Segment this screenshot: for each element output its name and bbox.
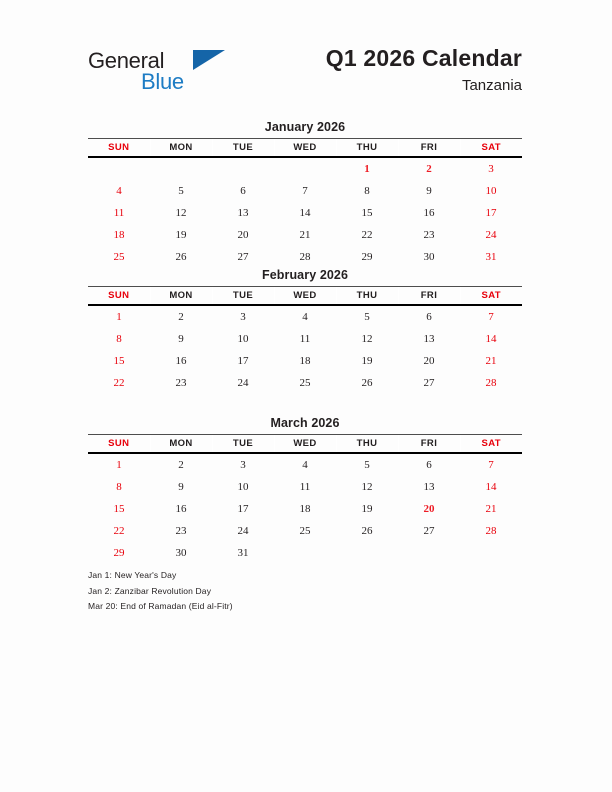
month-block-january: [88, 120, 522, 268]
calendar-week-row: [88, 498, 522, 520]
calendar-day[interactable]: 21: [485, 355, 497, 367]
weekday-header-mon: MON: [150, 435, 212, 454]
calendar-week-row: [88, 328, 522, 350]
weekday-header-row: [88, 435, 522, 454]
calendar-day[interactable]: 28: [299, 251, 311, 263]
weekday-header-sun: SUN: [88, 435, 150, 454]
calendar-day[interactable]: 14: [485, 481, 497, 493]
month-title: March 2026: [270, 416, 340, 430]
calendar-day[interactable]: 24: [237, 377, 249, 389]
calendar-day[interactable]: 15: [113, 355, 125, 367]
weekday-header-sat: SAT: [460, 139, 522, 158]
calendar-day[interactable]: 12: [175, 207, 187, 219]
calendar-day[interactable]: 11: [299, 481, 311, 493]
calendar-day[interactable]: 28: [485, 377, 497, 389]
legend-item: Mar 20: End of Ramadan (Eid al-Fitr): [88, 601, 233, 611]
weekday-header-mon: MON: [150, 139, 212, 158]
calendar-day[interactable]: 8: [364, 185, 370, 197]
calendar-week-row: [88, 157, 522, 180]
calendar-day-empty: [88, 157, 150, 180]
calendar-day[interactable]: 26: [361, 377, 373, 389]
calendar-day[interactable]: 26: [361, 525, 373, 537]
calendar-day[interactable]: 27: [237, 251, 249, 263]
calendar-day-holiday[interactable]: 1: [364, 163, 370, 175]
calendar-day[interactable]: 14: [299, 207, 311, 219]
calendar-day[interactable]: 2: [178, 311, 184, 323]
calendar-day[interactable]: 6: [426, 459, 432, 471]
month-block-february: [88, 268, 522, 394]
calendar-day[interactable]: 11: [113, 207, 125, 219]
calendar-day-empty: [460, 542, 522, 564]
calendar-day[interactable]: 8: [116, 481, 122, 493]
weekday-header-tue: TUE: [212, 287, 274, 306]
weekday-header-wed: WED: [274, 139, 336, 158]
legend-item: Jan 1: New Year's Day: [88, 570, 177, 580]
calendar-day[interactable]: 18: [113, 229, 125, 241]
month-block-march: [88, 416, 522, 564]
calendar-day[interactable]: 30: [175, 547, 187, 559]
calendar-week-row: [88, 453, 522, 476]
weekday-header-sun: SUN: [88, 139, 150, 158]
calendar-day-empty: [274, 542, 336, 564]
calendar-day[interactable]: 12: [361, 333, 373, 345]
weekday-header-tue: TUE: [212, 435, 274, 454]
calendar-table: [88, 138, 522, 268]
calendar-week-row: [88, 202, 522, 224]
calendar-day[interactable]: 21: [299, 229, 311, 241]
calendar-day[interactable]: 17: [237, 503, 249, 515]
calendar-day[interactable]: 10: [237, 333, 249, 345]
calendar-week-row: [88, 520, 522, 542]
weekday-header-mon: MON: [150, 287, 212, 306]
calendar-day[interactable]: 10: [237, 481, 249, 493]
calendar-day-empty: [398, 542, 460, 564]
weekday-header-thu: THU: [336, 435, 398, 454]
calendar-day[interactable]: 16: [175, 355, 187, 367]
weekday-header-fri: FRI: [398, 287, 460, 306]
calendar-day-holiday[interactable]: 20: [423, 503, 435, 515]
weekday-header-wed: WED: [274, 287, 336, 306]
calendar-day[interactable]: 4: [116, 185, 122, 197]
weekday-header-row: [88, 287, 522, 306]
page-title: Q1 2026 Calendar: [325, 45, 522, 71]
calendar-day[interactable]: 20: [423, 355, 435, 367]
calendar-day[interactable]: 6: [426, 311, 432, 323]
calendar-day[interactable]: 23: [175, 525, 187, 537]
calendar-day[interactable]: 11: [299, 333, 311, 345]
month-title: February 2026: [261, 268, 349, 282]
weekday-header-tue: TUE: [212, 139, 274, 158]
weekday-header-row: [88, 139, 522, 158]
calendar-day[interactable]: 8: [116, 333, 122, 345]
calendar-day[interactable]: 25: [299, 525, 311, 537]
calendar-table: [88, 434, 522, 564]
calendar-day[interactable]: 1: [116, 311, 122, 323]
calendar-day[interactable]: 5: [364, 311, 370, 323]
calendar-week-row: [88, 350, 522, 372]
calendar-day[interactable]: 12: [361, 481, 373, 493]
calendar-day[interactable]: 31: [237, 547, 249, 559]
calendar-day[interactable]: 13: [237, 207, 249, 219]
calendar-week-row: [88, 246, 522, 268]
calendar-day[interactable]: 22: [113, 525, 125, 537]
calendar-day-empty: [336, 542, 398, 564]
calendar-day[interactable]: 4: [302, 459, 308, 471]
calendar-day[interactable]: 10: [485, 185, 497, 197]
calendar-day[interactable]: 27: [423, 377, 435, 389]
calendar-day[interactable]: 9: [178, 333, 184, 345]
calendar-day[interactable]: 18: [299, 503, 311, 515]
calendar-day[interactable]: 13: [423, 481, 435, 493]
calendar-day[interactable]: 3: [240, 459, 246, 471]
calendar-week-row: [88, 305, 522, 328]
legend-item: Jan 2: Zanzibar Revolution Day: [88, 585, 212, 596]
calendar-body: [88, 453, 522, 564]
calendar-day-holiday[interactable]: 2: [426, 163, 432, 175]
calendar-day[interactable]: 29: [113, 547, 125, 559]
calendar-body: [88, 157, 522, 268]
calendar-day[interactable]: 17: [237, 355, 249, 367]
calendar-day[interactable]: 15: [361, 207, 373, 219]
calendar-day[interactable]: 15: [113, 503, 125, 515]
calendar-body: [88, 305, 522, 394]
calendar-day[interactable]: 16: [423, 207, 435, 219]
calendar-day[interactable]: 5: [178, 185, 184, 197]
calendar-day[interactable]: 2: [178, 459, 184, 471]
calendar-day[interactable]: 6: [240, 185, 246, 197]
weekday-header-thu: THU: [336, 287, 398, 306]
calendar-week-row: [88, 224, 522, 246]
calendar-day[interactable]: 5: [364, 459, 370, 471]
calendar-day[interactable]: 24: [237, 525, 249, 537]
title-block: [326, 44, 522, 97]
month-title: January 2026: [264, 120, 346, 134]
calendar-day[interactable]: 23: [423, 229, 435, 241]
page-header: [0, 44, 612, 110]
calendar-day[interactable]: 22: [361, 229, 373, 241]
calendar-day[interactable]: 19: [361, 503, 373, 515]
calendar-day[interactable]: 24: [485, 229, 497, 241]
calendar-day[interactable]: 16: [175, 503, 187, 515]
calendar-week-row: [88, 542, 522, 564]
weekday-header-thu: THU: [336, 139, 398, 158]
logo-text-blue: Blue: [141, 69, 184, 94]
general-blue-logo: [88, 48, 268, 104]
calendar-day[interactable]: 7: [488, 311, 494, 323]
calendar-day[interactable]: 25: [113, 251, 125, 263]
calendar-day[interactable]: 31: [485, 251, 497, 263]
logo-text-general: General: [88, 48, 165, 73]
calendar-day[interactable]: 29: [361, 251, 373, 263]
calendar-week-row: [88, 372, 522, 394]
calendar-day[interactable]: 3: [240, 311, 246, 323]
calendar-table: [88, 286, 522, 394]
calendar-day[interactable]: 20: [237, 229, 249, 241]
weekday-header-sun: SUN: [88, 287, 150, 306]
weekday-header-fri: FRI: [398, 139, 460, 158]
calendar-day[interactable]: 30: [423, 251, 435, 263]
calendar-day[interactable]: 27: [423, 525, 435, 537]
weekday-header-sat: SAT: [460, 435, 522, 454]
calendar-day[interactable]: 21: [485, 503, 497, 515]
weekday-header-fri: FRI: [398, 435, 460, 454]
calendar-day[interactable]: 25: [299, 377, 311, 389]
calendar-day[interactable]: 7: [488, 459, 494, 471]
calendar-day[interactable]: 26: [175, 251, 187, 263]
calendar-week-row: [88, 180, 522, 202]
calendar-day-empty: [150, 157, 212, 180]
blue-triangle-flag-icon: [193, 50, 225, 70]
weekday-header-sat: SAT: [460, 287, 522, 306]
calendar-day[interactable]: 19: [361, 355, 373, 367]
calendar-day[interactable]: 3: [488, 163, 494, 175]
weekday-header-wed: WED: [274, 435, 336, 454]
calendar-day[interactable]: 1: [116, 459, 122, 471]
calendar-day[interactable]: 9: [178, 481, 184, 493]
calendar-day[interactable]: 17: [485, 207, 497, 219]
calendar-day[interactable]: 9: [426, 185, 432, 197]
calendar-day[interactable]: 14: [485, 333, 497, 345]
calendar-day-empty: [212, 157, 274, 180]
calendar-day[interactable]: 19: [175, 229, 187, 241]
calendar-day[interactable]: 18: [299, 355, 311, 367]
calendar-day-empty: [274, 157, 336, 180]
calendar-day[interactable]: 4: [302, 311, 308, 323]
holiday-legend: [88, 568, 508, 615]
calendar-day[interactable]: 22: [113, 377, 125, 389]
calendar-week-row: [88, 476, 522, 498]
page-subtitle-country: Tanzania: [461, 77, 522, 94]
calendar-day[interactable]: 13: [423, 333, 435, 345]
calendar-day[interactable]: 7: [302, 185, 308, 197]
calendar-day[interactable]: 28: [485, 525, 497, 537]
calendar-day[interactable]: 23: [175, 377, 187, 389]
